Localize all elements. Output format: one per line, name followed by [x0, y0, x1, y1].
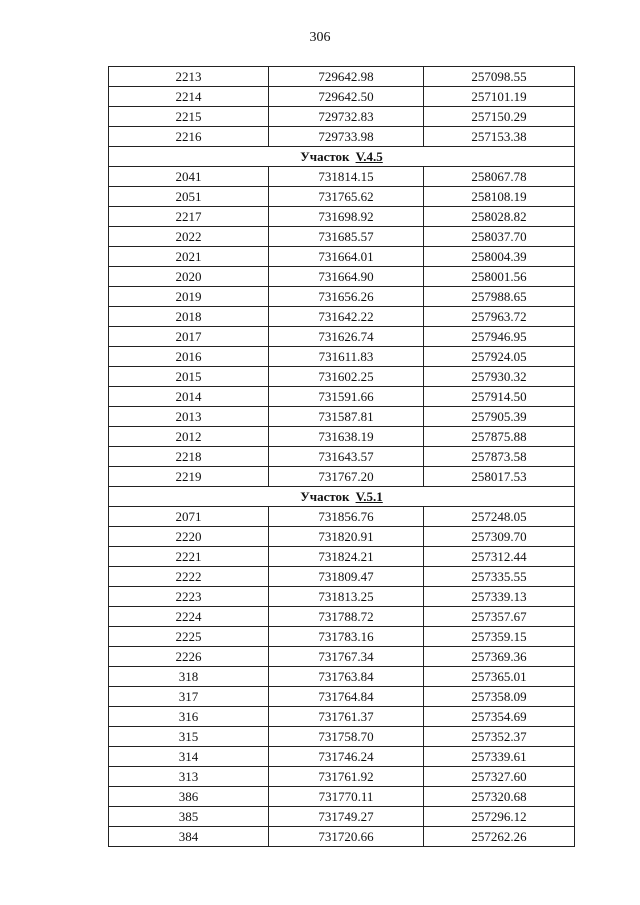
table-row: [109, 747, 575, 767]
x-coordinate-cell: 729642.98: [269, 67, 424, 87]
y-coordinate-cell: 257098.55: [424, 67, 575, 87]
y-coordinate-cell: 257101.19: [424, 87, 575, 107]
point-number-cell: 2217: [109, 207, 269, 227]
point-number-cell: 2225: [109, 627, 269, 647]
point-number-cell: 2223: [109, 587, 269, 607]
x-coordinate-cell: 729732.83: [269, 107, 424, 127]
y-coordinate-cell: 257309.70: [424, 527, 575, 547]
x-coordinate-cell: 731814.15: [269, 167, 424, 187]
y-coordinate-cell: 257930.32: [424, 367, 575, 387]
x-coordinate-cell: 731824.21: [269, 547, 424, 567]
point-number-cell: 2216: [109, 127, 269, 147]
point-number-cell: 385: [109, 807, 269, 827]
table-row: [109, 827, 575, 847]
y-coordinate-cell: 257339.61: [424, 747, 575, 767]
table-row: [109, 347, 575, 367]
x-coordinate-cell: 731656.26: [269, 287, 424, 307]
y-coordinate-cell: 257963.72: [424, 307, 575, 327]
y-coordinate-cell: 257296.12: [424, 807, 575, 827]
page-number: 306: [309, 30, 331, 45]
table-row: [109, 707, 575, 727]
table-row: [109, 507, 575, 527]
table-row: [109, 387, 575, 407]
point-number-cell: 2016: [109, 347, 269, 367]
table-row: [109, 607, 575, 627]
table-row: [109, 587, 575, 607]
point-number-cell: 2220: [109, 527, 269, 547]
x-coordinate-cell: 731767.34: [269, 647, 424, 667]
y-coordinate-cell: 258001.56: [424, 267, 575, 287]
table-row: [109, 87, 575, 107]
point-number-cell: 316: [109, 707, 269, 727]
point-number-cell: 2213: [109, 67, 269, 87]
table-row: [109, 227, 575, 247]
x-coordinate-cell: 731770.11: [269, 787, 424, 807]
y-coordinate-cell: 257352.37: [424, 727, 575, 747]
y-coordinate-cell: 257946.95: [424, 327, 575, 347]
y-coordinate-cell: 258067.78: [424, 167, 575, 187]
x-coordinate-cell: 731638.19: [269, 427, 424, 447]
x-coordinate-cell: 731591.66: [269, 387, 424, 407]
point-number-cell: 2071: [109, 507, 269, 527]
point-number-cell: 2021: [109, 247, 269, 267]
table-row: [109, 427, 575, 447]
x-coordinate-cell: 731749.27: [269, 807, 424, 827]
x-coordinate-cell: 731788.72: [269, 607, 424, 627]
x-coordinate-cell: 731720.66: [269, 827, 424, 847]
table-row: [109, 107, 575, 127]
y-coordinate-cell: 258017.53: [424, 467, 575, 487]
table-row: [109, 127, 575, 147]
point-number-cell: 2020: [109, 267, 269, 287]
table-row: [109, 767, 575, 787]
point-number-cell: 2019: [109, 287, 269, 307]
point-number-cell: 2222: [109, 567, 269, 587]
section-code: V.5.1: [355, 489, 383, 504]
x-coordinate-cell: 731664.90: [269, 267, 424, 287]
table-row: [109, 687, 575, 707]
table-row: [109, 247, 575, 267]
x-coordinate-cell: 731611.83: [269, 347, 424, 367]
table-row: [109, 327, 575, 347]
x-coordinate-cell: 731626.74: [269, 327, 424, 347]
coordinates-table-body: [109, 67, 575, 847]
y-coordinate-cell: 257335.55: [424, 567, 575, 587]
y-coordinate-cell: 257150.29: [424, 107, 575, 127]
y-coordinate-cell: 258028.82: [424, 207, 575, 227]
y-coordinate-cell: 257153.38: [424, 127, 575, 147]
y-coordinate-cell: 257354.69: [424, 707, 575, 727]
point-number-cell: 2226: [109, 647, 269, 667]
x-coordinate-cell: 731809.47: [269, 567, 424, 587]
y-coordinate-cell: 257875.88: [424, 427, 575, 447]
y-coordinate-cell: 257905.39: [424, 407, 575, 427]
table-row: [109, 67, 575, 87]
table-row: [109, 727, 575, 747]
point-number-cell: 2013: [109, 407, 269, 427]
section-code: V.4.5: [355, 149, 383, 164]
table-row: [109, 307, 575, 327]
point-number-cell: 313: [109, 767, 269, 787]
y-coordinate-cell: 257262.26: [424, 827, 575, 847]
point-number-cell: 2015: [109, 367, 269, 387]
table-row: [109, 167, 575, 187]
point-number-cell: 2017: [109, 327, 269, 347]
x-coordinate-cell: 731602.25: [269, 367, 424, 387]
point-number-cell: 2018: [109, 307, 269, 327]
x-coordinate-cell: 731642.22: [269, 307, 424, 327]
y-coordinate-cell: 258037.70: [424, 227, 575, 247]
x-coordinate-cell: 731685.57: [269, 227, 424, 247]
point-number-cell: 2022: [109, 227, 269, 247]
y-coordinate-cell: 257357.67: [424, 607, 575, 627]
section-header-row: [109, 147, 575, 167]
x-coordinate-cell: 731820.91: [269, 527, 424, 547]
y-coordinate-cell: 258108.19: [424, 187, 575, 207]
y-coordinate-cell: 257320.68: [424, 787, 575, 807]
table-row: [109, 547, 575, 567]
x-coordinate-cell: 731763.84: [269, 667, 424, 687]
point-number-cell: 2014: [109, 387, 269, 407]
point-number-cell: 2224: [109, 607, 269, 627]
table-row: [109, 207, 575, 227]
table-row: [109, 787, 575, 807]
y-coordinate-cell: 257365.01: [424, 667, 575, 687]
x-coordinate-cell: 731587.81: [269, 407, 424, 427]
section-label: Участок: [300, 149, 350, 164]
point-number-cell: 315: [109, 727, 269, 747]
point-number-cell: 384: [109, 827, 269, 847]
x-coordinate-cell: 731761.37: [269, 707, 424, 727]
y-coordinate-cell: 257248.05: [424, 507, 575, 527]
x-coordinate-cell: 731764.84: [269, 687, 424, 707]
point-number-cell: 2215: [109, 107, 269, 127]
table-row: [109, 407, 575, 427]
point-number-cell: 2012: [109, 427, 269, 447]
point-number-cell: 386: [109, 787, 269, 807]
point-number-cell: 318: [109, 667, 269, 687]
point-number-cell: 2221: [109, 547, 269, 567]
y-coordinate-cell: 257358.09: [424, 687, 575, 707]
table-row: [109, 567, 575, 587]
x-coordinate-cell: 731758.70: [269, 727, 424, 747]
table-row: [109, 627, 575, 647]
table-row: [109, 447, 575, 467]
table-row: [109, 267, 575, 287]
y-coordinate-cell: 257339.13: [424, 587, 575, 607]
y-coordinate-cell: 257873.58: [424, 447, 575, 467]
y-coordinate-cell: 257312.44: [424, 547, 575, 567]
x-coordinate-cell: 731664.01: [269, 247, 424, 267]
x-coordinate-cell: 731643.57: [269, 447, 424, 467]
section-header: [109, 487, 575, 507]
point-number-cell: 317: [109, 687, 269, 707]
point-number-cell: 2214: [109, 87, 269, 107]
table-row: [109, 467, 575, 487]
x-coordinate-cell: 731761.92: [269, 767, 424, 787]
y-coordinate-cell: 258004.39: [424, 247, 575, 267]
table-row: [109, 187, 575, 207]
table-row: [109, 807, 575, 827]
point-number-cell: 314: [109, 747, 269, 767]
point-number-cell: 2041: [109, 167, 269, 187]
y-coordinate-cell: 257914.50: [424, 387, 575, 407]
x-coordinate-cell: 731783.16: [269, 627, 424, 647]
y-coordinate-cell: 257988.65: [424, 287, 575, 307]
table-row: [109, 287, 575, 307]
x-coordinate-cell: 731698.92: [269, 207, 424, 227]
x-coordinate-cell: 731746.24: [269, 747, 424, 767]
y-coordinate-cell: 257369.36: [424, 647, 575, 667]
y-coordinate-cell: 257359.15: [424, 627, 575, 647]
y-coordinate-cell: 257924.05: [424, 347, 575, 367]
point-number-cell: 2218: [109, 447, 269, 467]
point-number-cell: 2051: [109, 187, 269, 207]
coordinates-table: [108, 66, 575, 847]
section-header: [109, 147, 575, 167]
x-coordinate-cell: 731813.25: [269, 587, 424, 607]
table-row: [109, 647, 575, 667]
section-header-row: [109, 487, 575, 507]
x-coordinate-cell: 731767.20: [269, 467, 424, 487]
x-coordinate-cell: 729733.98: [269, 127, 424, 147]
point-number-cell: 2219: [109, 467, 269, 487]
y-coordinate-cell: 257327.60: [424, 767, 575, 787]
x-coordinate-cell: 731765.62: [269, 187, 424, 207]
table-row: [109, 367, 575, 387]
section-label: Участок: [300, 489, 350, 504]
x-coordinate-cell: 729642.50: [269, 87, 424, 107]
table-row: [109, 527, 575, 547]
x-coordinate-cell: 731856.76: [269, 507, 424, 527]
table-row: [109, 667, 575, 687]
